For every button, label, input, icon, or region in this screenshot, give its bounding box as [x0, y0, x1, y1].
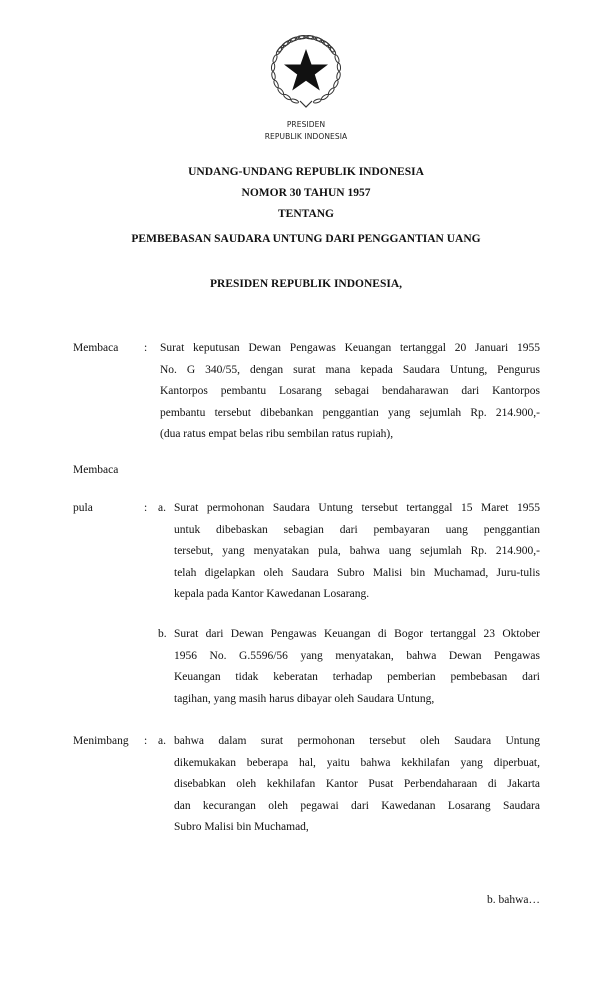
text-line: 1956 No. G.5596/56 yang menyatakan, bahwa Dewan Pengawas: [174, 649, 540, 662]
text-line: pembantu tersebut dibebankan penggantian yang sejumlah Rp. 214.900,-: [160, 406, 540, 419]
text-line: (dua ratus empat belas ribu sembilan ratus rupiah),: [160, 428, 394, 441]
garuda-star-emblem-icon: [266, 33, 346, 111]
menimbang-colon: :: [144, 735, 148, 747]
text-line: Surat permohonan Saudara Untung tersebut tertanggal 15 Maret 1955: [174, 502, 540, 514]
text-line: untuk dibebaskan sebagian dari pembayaran uang penggantian: [174, 523, 540, 536]
text-line: disebabkan oleh kekhilafan Kantor Pusat Perbendaharaan di Jakarta: [174, 778, 540, 791]
document-subject: PEMBEBASAN SAUDARA UNTUNG DARI PENGGANTIAN UANG: [131, 233, 481, 245]
membaca-text: [160, 338, 540, 446]
text-line: Surat dari Dewan Pengawas Keuangan di Bogor tertanggal 23 Oktober: [174, 628, 540, 640]
text-line: kepala pada Kantor Kawedanan Losarang.: [174, 588, 370, 601]
text-line: dan kecurangan oleh pegawai dari Kawedanan Losarang Saudara: [174, 799, 540, 812]
text-line: tagihan, yang masih harus dibayar oleh Saudara Untung,: [174, 692, 435, 705]
menimbang-marker-a: a.: [158, 735, 166, 747]
document-number: NOMOR 30 TAHUN 1957: [241, 187, 371, 199]
membaca-pula-label: Membaca: [73, 464, 119, 476]
text-line: Subro Malisi bin Muchamad,: [174, 821, 309, 834]
seal-caption-line1: PRESIDEN: [286, 120, 326, 129]
membaca-pula-item-b: [174, 624, 540, 710]
pula-label: pula: [73, 502, 93, 514]
item-marker-b: b.: [158, 628, 167, 640]
document-tentang: TENTANG: [277, 208, 335, 220]
membaca-pula-item-a: [174, 498, 540, 606]
membaca-pula-colon: :: [144, 502, 148, 514]
issuer-heading: PRESIDEN REPUBLIK INDONESIA,: [209, 278, 403, 290]
text-line: No. G 340/55, dengan surat mana kepada Saudara Untung, Pengurus: [160, 363, 540, 376]
text-line: tersebut, yang menyatakan pula, bahwa uang sejumlah Rp. 214.900,-: [174, 545, 540, 558]
text-line: bahwa dalam surat permohonan tersebut oleh Saudara Untung: [174, 735, 540, 747]
document-title-line1: UNDANG-UNDANG REPUBLIK INDONESIA: [188, 166, 424, 178]
menimbang-label: Menimbang: [73, 735, 129, 747]
text-line: dikemukakan beberapa hal, yaitu bahwa kekhilafan yang diperbuat,: [174, 756, 540, 769]
page-continuation: b. bahwa…: [486, 894, 540, 906]
item-marker-a: a.: [158, 502, 166, 514]
membaca-colon: :: [144, 342, 148, 354]
text-line: Keuangan tidak keberatan terhadap pemberian pembebasan dari: [174, 671, 540, 684]
seal-caption-line2: REPUBLIK INDONESIA: [264, 132, 348, 141]
text-line: Kantorpos pembantu Losarang sebagai bendaharawan dari Kantorpos: [160, 385, 540, 398]
text-line: Surat keputusan Dewan Pengawas Keuangan tertanggal 20 Januari 1955: [160, 342, 540, 354]
text-line: telah digelapkan oleh Saudara Subro Malisi bin Muchamad, Juru-tulis: [174, 566, 540, 579]
menimbang-item-a: [174, 731, 540, 839]
membaca-label: Membaca: [73, 342, 119, 354]
